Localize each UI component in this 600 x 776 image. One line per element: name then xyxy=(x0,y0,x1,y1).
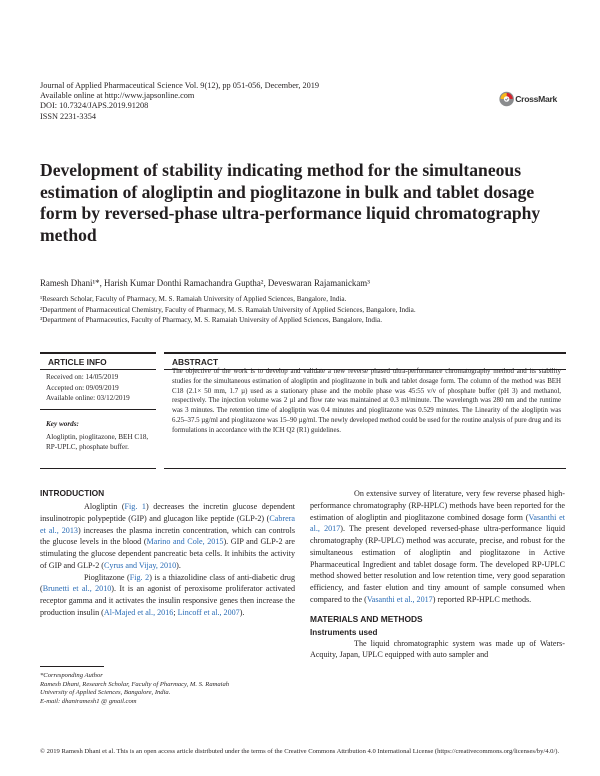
keywords-heading: Key words: xyxy=(46,420,79,428)
intro-paragraph-1 xyxy=(40,501,295,572)
citation-link[interactable]: Al-Majed et al., 2016 xyxy=(103,607,174,617)
citation-link[interactable]: Vasanthi et al., 2017 xyxy=(366,594,433,604)
text-run: ). It is an agonist of peroxisome proliferator activated receptor gamma and it activates the insulin responsive genes then increase the production insulin ( xyxy=(40,584,295,617)
right-column xyxy=(310,488,565,661)
available-date: Available online: 03/12/2019 xyxy=(46,394,130,403)
journal-availability[interactable]: Available online at http://www.japsonline.com xyxy=(40,91,195,101)
introduction-heading: INTRODUCTION xyxy=(40,488,105,498)
author-list: Ramesh Dhani¹*, Harish Kumar Donthi Ramachandra Guptha², Deveswaran Rajamanickam³ xyxy=(40,278,370,288)
abstract-text: The objective of the work is to develop and validate a new reverse phased ultra-performance chromatography method and its stability studies for the simultaneous estimation of alogliptin and pioglitazone in bulk and tablet dosage form. The column of the method was BEH C18 (2.1× 50 mm, 1.7 µ) used as a stationary phase and the mobile phase was 45:55 v/v of phosphate buffer (pH 3) and methanol, respectively. The injection volume was 2 µl and flow rate was maintained at 0.3 ml/minute. The wavelength was 280 nm and the runtime was 3 minutes. The retention time of alogliptin was 0.4 minutes and pioglitazone was 0.529 minutes. The Linearity of the alogliptin was 6.25–37.5 µg/ml and pioglitazone was 15–90 µg/ml. The newly developed method could be used for the routine analysis of pure drug and its formulations in accordance with the ICH Q2 (R1) guidelines. xyxy=(172,368,561,434)
article-title: Development of stability indicating method for the simultaneous estimation of alogliptin and pioglitazone in bulk and tablet dosage form by reversed-phase ultra-performance liquid chromatography method xyxy=(40,160,541,245)
abstract-heading: ABSTRACT xyxy=(164,352,566,370)
left-column xyxy=(40,488,295,619)
text-run: ). xyxy=(239,607,245,617)
intro-paragraph-2 xyxy=(40,572,295,619)
text-run: ) reported RP-HPLC methods. xyxy=(432,594,532,604)
abstract-bottom-rule xyxy=(164,468,566,469)
article-dates xyxy=(46,372,130,404)
text-run: On extensive survey of literature, very few reverse phased high-performance chromatography (RP-HPLC) methods have been reported for the estimation of alogliptin and pioglitazone combined dosage form ( xyxy=(310,489,565,522)
text-run: ). xyxy=(176,560,181,570)
info-bottom-rule xyxy=(40,468,156,469)
footnote-line-2: Ramesh Dhani, Research Scholar, Faculty of Pharmacy, M. S. Ramaiah xyxy=(40,680,230,688)
journal-citation: Journal of Applied Pharmaceutical Science Vol. 9(12), pp 051-056, December, 2019 xyxy=(40,81,320,90)
figure-1-link[interactable]: Fig. 1 xyxy=(124,502,146,511)
footnote-line-3: University of Applied Sciences, Bangalore, India. xyxy=(40,689,171,697)
text-run: ; xyxy=(173,607,178,617)
text-run: Pioglitazone ( xyxy=(84,572,130,582)
affiliation-3: ³Department of Pharmaceutics, Faculty of Pharmacy, M. S. Ramaiah University of Applied Sciences, Bangalore, India. xyxy=(40,316,383,325)
footnote-email[interactable]: E-mail: dhaniramesh1 @ gmail.com xyxy=(40,698,137,706)
journal-meta xyxy=(40,81,319,122)
text-run: ). GIP and GLP-2 are stimulating the glucose dependent pancreatic beta cells. It inhibits the activity of GIP and GLP-2 ( xyxy=(40,537,295,570)
text-run: ). The present developed reversed-phase ultra-performance liquid chromatography (RP-UPLC) method was accurate, precise, and robust for the simultaneous estimation of alogliptin and pioglitazone in Active Pharmaceutical Ingredient and tablet dosage form. The developed RP-UPLC method showed better resolution and low retention time, very good separation efficiency, and faster elution and tiny amount of sample consumed when compared to the ( xyxy=(310,524,565,604)
footnote-rule xyxy=(40,666,104,667)
journal-doi[interactable]: DOI: 10.7324/JAPS.2019.91208 xyxy=(40,101,149,111)
text-run: ) increases the plasma incretin concentration, which can controls the glucose levels in the blood ( xyxy=(40,525,296,547)
affiliations xyxy=(40,294,416,326)
citation-link[interactable]: Brunetti et al., 2010 xyxy=(42,584,112,594)
materials-heading: MATERIALS AND METHODS xyxy=(310,613,423,624)
citation-link[interactable]: Lincoff et al., 2007 xyxy=(177,607,240,617)
footnote-line-1: *Corresponding Author xyxy=(40,672,103,679)
keywords: Alogliptin, pioglitazone, BEH C18, RP-UPLC, phosphate buffer. xyxy=(46,433,149,452)
text-run: Alogliptin ( xyxy=(84,502,125,511)
figure-2-link[interactable]: Fig. 2 xyxy=(129,572,150,582)
crossmark-label: CrossMark xyxy=(515,94,557,104)
citation-link[interactable]: Marino and Cole, 2015 xyxy=(146,537,224,547)
accepted-date: Accepted on: 09/09/2019 xyxy=(46,383,119,392)
text-run: ) decreases the incretin glucose dependent insulinotropic polypeptide (GIP) and glucagon like peptide (GLP-2) ( xyxy=(40,502,295,523)
crossmark-badge[interactable] xyxy=(499,90,557,108)
crossmark-icon xyxy=(499,91,514,107)
citation-link[interactable]: Vasanthi et al., 2017 xyxy=(310,512,565,534)
info-divider xyxy=(40,409,156,410)
citation-link[interactable]: Cabrera et al., 2013 xyxy=(40,513,295,535)
affiliation-2: ²Department of Pharmaceutical Chemistry, Faculty of Pharmacy, M. S. Ramaiah University of Applied Sciences, Bangalore, India. xyxy=(40,305,416,314)
journal-issn: ISSN 2231-3354 xyxy=(40,111,97,121)
affiliation-1: ¹Research Scholar, Faculty of Pharmacy, M. S. Ramaiah University of Applied Sciences, Bangalore, India. xyxy=(40,295,347,303)
corresponding-author-footnote xyxy=(40,672,290,707)
received-date: Received on: 14/05/2019 xyxy=(46,373,119,381)
citation-link[interactable]: Cyrus and Vijay, 2010 xyxy=(104,560,177,570)
article-info-heading: ARTICLE INFO xyxy=(40,352,156,370)
intro-paragraph-3 xyxy=(310,488,565,606)
text-run: ) is a thiazolidine class of anti-diabetic drug ( xyxy=(40,572,295,594)
copyright-notice: © 2019 Ramesh Dhani et al. This is an open access article distributed under the terms of the Creative Commons Attribution 4.0 International License (https://creativecommons.org/licenses/by/4.0/). xyxy=(40,748,560,755)
materials-paragraph: The liquid chromatographic system was made up of Waters-Acquity, Japan, UPLC equipped with auto sampler and xyxy=(310,638,565,660)
instruments-subheading: Instruments used xyxy=(310,627,378,637)
